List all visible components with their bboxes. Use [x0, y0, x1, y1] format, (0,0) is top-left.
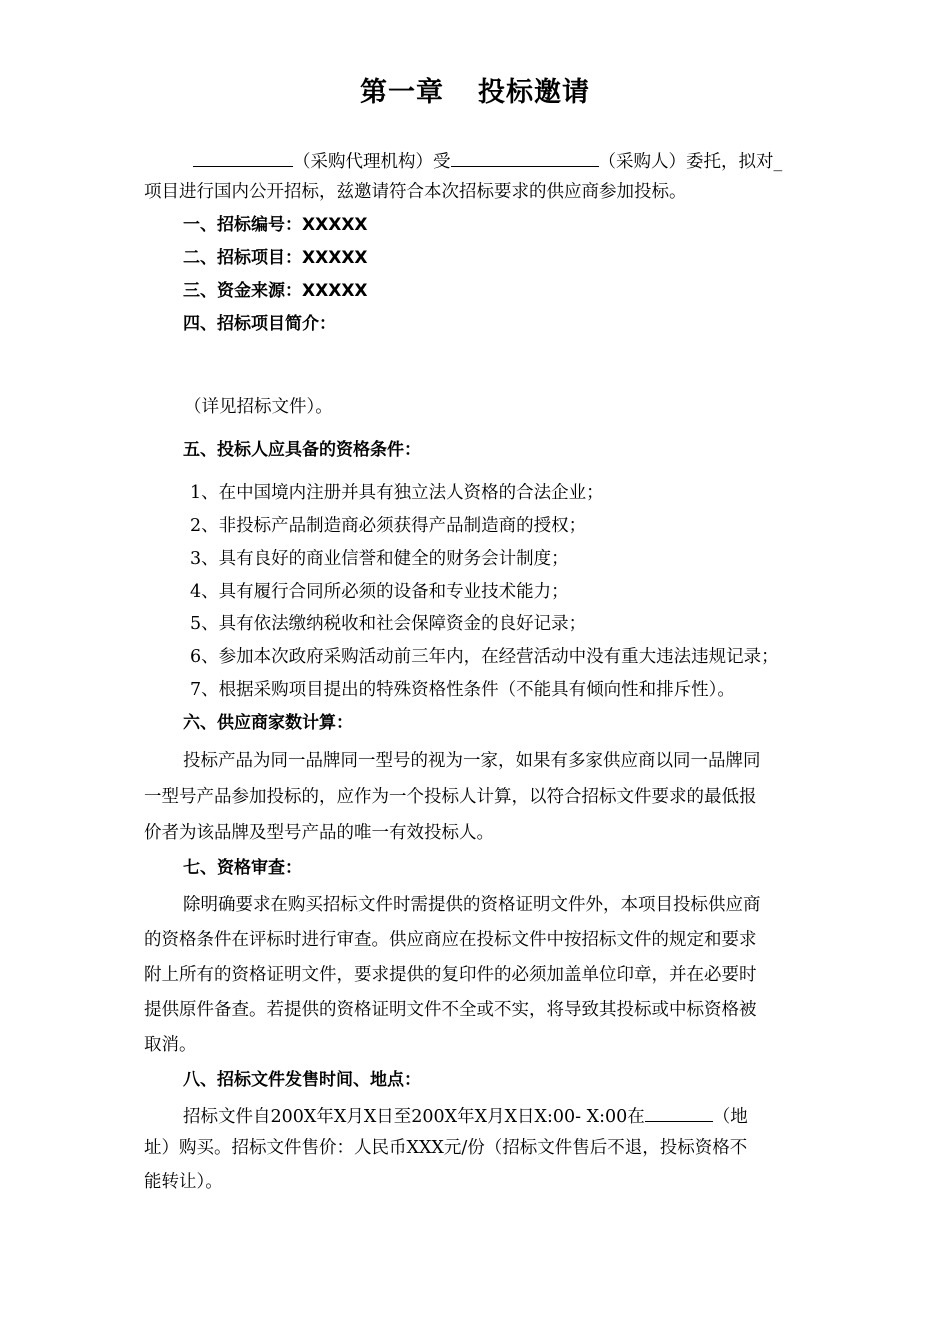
section-4-heading: 四、招标项目简介： [183, 314, 336, 334]
sale-line-1 [183, 1102, 863, 1129]
intro-line-1 [193, 147, 873, 174]
paragraph-line: 一型号产品参加投标的，应作为一个投标人计算，以符合招标文件要求的最低报 [144, 787, 757, 807]
intro-agency-text: （采购代理机构）受 [293, 152, 451, 172]
section-3-heading: 三、资金来源：XXXXX [183, 281, 368, 301]
blank-purchaser [451, 147, 599, 167]
qualification-item: 4、具有履行合同所必须的设备和专业技术能力； [190, 582, 569, 602]
intro-purchaser-text: （采购人）委托，拟对_ [598, 152, 783, 172]
qualification-item: 1、在中国境内注册并具有独立法人资格的合法企业； [190, 483, 604, 503]
paragraph-line: 除明确要求在购买招标文件时需提供的资格证明文件外，本项目投标供应商 [183, 895, 761, 915]
paragraph-line: 投标产品为同一品牌同一型号的视为一家，如果有多家供应商以同一品牌同 [183, 751, 761, 771]
section-4-detail: （详见招标文件）。 [184, 397, 333, 417]
section-7-heading: 七、资格审查： [183, 858, 302, 878]
chapter-number: 第一章 [360, 77, 444, 108]
chapter-title [0, 70, 950, 109]
sale-address-text: （地 [712, 1107, 748, 1127]
sale-line-2: 址）购买。招标文件售价：人民币XXX元/份（招标文件售后不退，投标资格不 [144, 1138, 748, 1158]
qualification-item: 3、具有良好的商业信誉和健全的财务会计制度； [190, 549, 569, 569]
qualification-item: 7、根据采购项目提出的特殊资格性条件（不能具有倾向性和排斥性）。 [190, 680, 735, 700]
paragraph-line: 价者为该品牌及型号产品的唯一有效投标人。 [144, 823, 494, 843]
paragraph-line: 的资格条件在评标时进行审查。供应商应在投标文件中按招标文件的规定和要求 [144, 930, 757, 950]
section-2-heading: 二、招标项目：XXXXX [183, 248, 368, 268]
qualification-item: 5、具有依法缴纳税收和社会保障资金的良好记录； [190, 614, 587, 634]
paragraph-line: 附上所有的资格证明文件，要求提供的复印件的必须加盖单位印章，并在必要时 [144, 965, 757, 985]
paragraph-line: 取消。 [144, 1035, 197, 1055]
blank-address [645, 1102, 713, 1122]
qualification-item: 2、非投标产品制造商必须获得产品制造商的授权； [190, 516, 587, 536]
blank-agency [193, 147, 293, 167]
intro-line-2: 项目进行国内公开招标，兹邀请符合本次招标要求的供应商参加投标。 [144, 182, 687, 202]
chapter-name: 投标邀请 [478, 77, 590, 108]
sale-line-3: 能转让）。 [144, 1172, 223, 1192]
section-5-heading: 五、投标人应具备的资格条件： [183, 440, 421, 460]
paragraph-line: 提供原件备查。若提供的资格证明文件不全或不实，将导致其投标或中标资格被 [144, 1000, 757, 1020]
section-1-heading: 一、招标编号：XXXXX [183, 215, 368, 235]
sale-dates-text: 招标文件自200X年X月X日至200X年X月X日X:00- X:00在 [183, 1107, 645, 1127]
section-6-heading: 六、供应商家数计算： [183, 713, 353, 733]
qualification-item: 6、参加本次政府采购活动前三年内，在经营活动中没有重大违法违规记录； [190, 647, 779, 667]
section-8-heading: 八、招标文件发售时间、地点： [183, 1070, 421, 1090]
